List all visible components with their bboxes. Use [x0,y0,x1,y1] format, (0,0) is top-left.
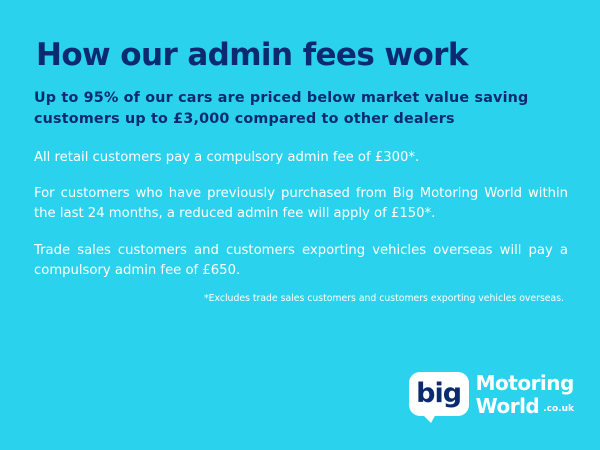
paragraph-retail-fee: All retail customers pay a compulsory admin fee of £300*. [34,149,420,165]
footnote-disclaimer: *Excludes trade sales customers and customers exporting vehicles overseas. [204,292,564,304]
brand-logo [409,372,574,416]
logo-wordmark [475,370,574,418]
logo-speech-bubble-icon [409,372,469,416]
paragraph-trade-export-fee: Trade sales customers and customers exporting vehicles overseas will pay a compulsory admin fee of £650. [34,242,568,278]
logo-line-world: World [475,393,540,418]
subheading: Up to 95% of our cars are priced below market value saving customers up to £3,000 compared to other dealers [34,90,529,127]
logo-domain-suffix: .co.uk [543,403,574,414]
logo-line-motoring: Motoring [475,370,574,395]
page-title: How our admin fees work [36,37,468,73]
paragraph-returning-customer-fee: For customers who have previously purchased from Big Motoring World within the last 24 months, a reduced admin fee will apply of £150*. [34,186,568,222]
logo-badge-text: big [416,377,462,409]
